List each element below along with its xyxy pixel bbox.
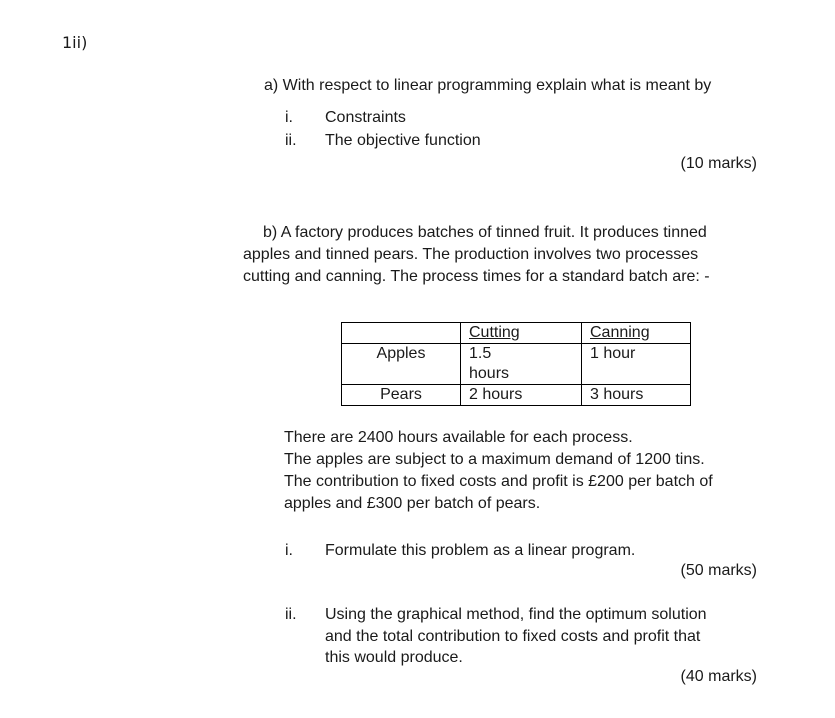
part-a-prompt: a) With respect to linear programming explain what is meant by (264, 77, 712, 94)
part-b-intro-line: b) A factory produces batches of tinned fruit. It produces tinned (263, 224, 707, 241)
table-cell-canning: 3 hours (582, 385, 691, 406)
question-number: 1ii) (62, 33, 88, 52)
part-a-item (285, 130, 481, 152)
subquestion-numeral: ii. (285, 606, 297, 623)
info-line: The contribution to fixed costs and profit is £200 per batch of (284, 473, 713, 490)
subquestion-text: and the total contribution to fixed costs and profit that (325, 628, 701, 645)
info-line: apples and £300 per batch of pears. (284, 495, 541, 512)
info-line: The apples are subject to a maximum demand of 1200 tins. (284, 451, 705, 468)
subquestion-numeral: i. (285, 542, 293, 559)
cutting-value-line: 1.5 (469, 345, 492, 362)
subquestion-text: Using the graphical method, find the optimum solution (325, 606, 707, 623)
table-header-cell (461, 323, 582, 344)
process-times-table (341, 322, 691, 406)
table-cell-cutting (461, 385, 582, 406)
subquestion-text: this would produce. (325, 649, 463, 666)
table-header-row (342, 323, 691, 344)
part-b-intro-line: apples and tinned pears. The production involves two processes (243, 246, 699, 263)
table-header-cutting: Cutting (469, 324, 520, 341)
subquestion-marks: (50 marks) (680, 562, 757, 579)
subquestion-text: Formulate this problem as a linear program. (325, 542, 636, 559)
table-row (342, 344, 691, 385)
part-a-marks: (10 marks) (680, 155, 757, 172)
item-numeral: i. (285, 109, 293, 126)
info-line: There are 2400 hours available for each process. (284, 429, 633, 446)
table-cell-product: Apples (342, 344, 461, 385)
part-a-item (285, 107, 406, 129)
item-text: Constraints (325, 109, 406, 126)
table-cell-product: Pears (342, 385, 461, 406)
cutting-value-line: hours (469, 365, 510, 382)
table-row (342, 385, 691, 406)
table-cell-canning: 1 hour (582, 344, 691, 385)
item-text: The objective function (325, 132, 481, 149)
table-cell-cutting (461, 344, 582, 385)
part-b-intro-line: cutting and canning. The process times for a standard batch are: - (243, 268, 710, 285)
table-header-cell (582, 323, 691, 344)
item-numeral: ii. (285, 132, 297, 149)
subquestion-marks: (40 marks) (680, 668, 757, 685)
table-header-canning: Canning (590, 324, 650, 341)
cutting-value-line: 2 hours (469, 386, 523, 403)
table-header-cell (342, 323, 461, 344)
